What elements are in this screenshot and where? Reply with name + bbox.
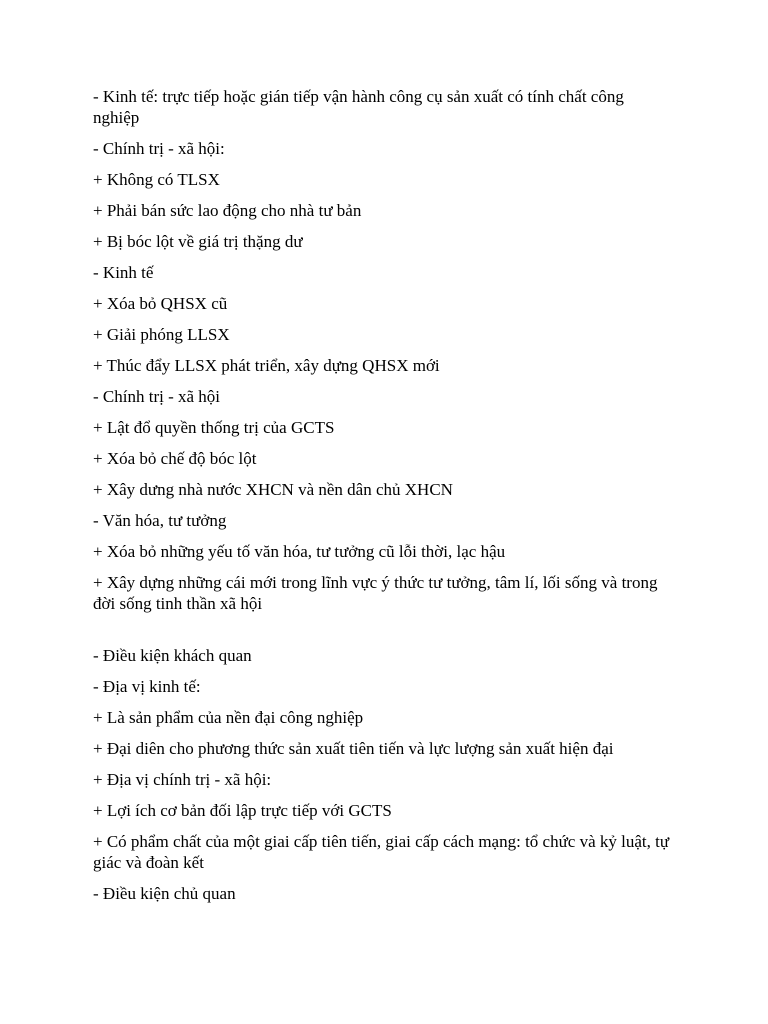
text-line: + Xóa bỏ QHSX cũ	[93, 294, 228, 313]
text-line: - Văn hóa, tư tưởng	[93, 511, 227, 530]
text-line: + Lật đổ quyền thống trị của GCTS	[93, 418, 335, 437]
text-line: + Địa vị chính trị - xã hội:	[93, 770, 272, 789]
text-line: + Thúc đẩy LLSX phát triển, xây dựng QHSX mới	[93, 356, 440, 375]
text-line: - Kinh tế: trực tiếp hoặc gián tiếp vận hành công cụ sản xuất có tính chất công nghiệp	[93, 87, 624, 127]
text-line: - Chính trị - xã hội	[93, 387, 221, 406]
text-line: + Không có TLSX	[93, 170, 220, 189]
text-line: - Điều kiện chủ quan	[93, 884, 236, 903]
text-line: + Lợi ích cơ bản đối lập trực tiếp với GCTS	[93, 801, 392, 820]
text-line: + Đại diên cho phương thức sản xuất tiên tiến và lực lượng sản xuất hiện đại	[93, 739, 614, 758]
text-line: + Xây dưng nhà nước XHCN và nền dân chủ XHCN	[93, 480, 453, 499]
text-line: + Có phẩm chất của một giai cấp tiên tiến, giai cấp cách mạng: tổ chức và kỷ luật, tự giác và đoàn kết	[93, 832, 670, 872]
text-line: + Là sản phẩm của nền đại công nghiệp	[93, 708, 364, 727]
text-line: - Kinh tế	[93, 263, 154, 282]
text-line: + Xóa bỏ chế độ bóc lột	[93, 449, 257, 468]
text-line: - Chính trị - xã hội:	[93, 139, 225, 158]
text-line: + Bị bóc lột về giá trị thặng dư	[93, 232, 303, 251]
text-line: - Điều kiện khách quan	[93, 646, 252, 665]
text-line: + Phải bán sức lao động cho nhà tư bản	[93, 201, 362, 220]
document-body	[93, 86, 673, 914]
text-line: + Giải phóng LLSX	[93, 325, 230, 344]
blank-line	[93, 624, 673, 645]
text-line: + Xóa bỏ những yếu tố văn hóa, tư tưởng cũ lỗi thời, lạc hậu	[93, 542, 506, 561]
text-line: - Địa vị kinh tế:	[93, 677, 201, 696]
text-line: + Xây dựng những cái mới trong lĩnh vực ý thức tư tưởng, tâm lí, lối sống và trong đời sống tinh thần xã hội	[93, 573, 658, 613]
